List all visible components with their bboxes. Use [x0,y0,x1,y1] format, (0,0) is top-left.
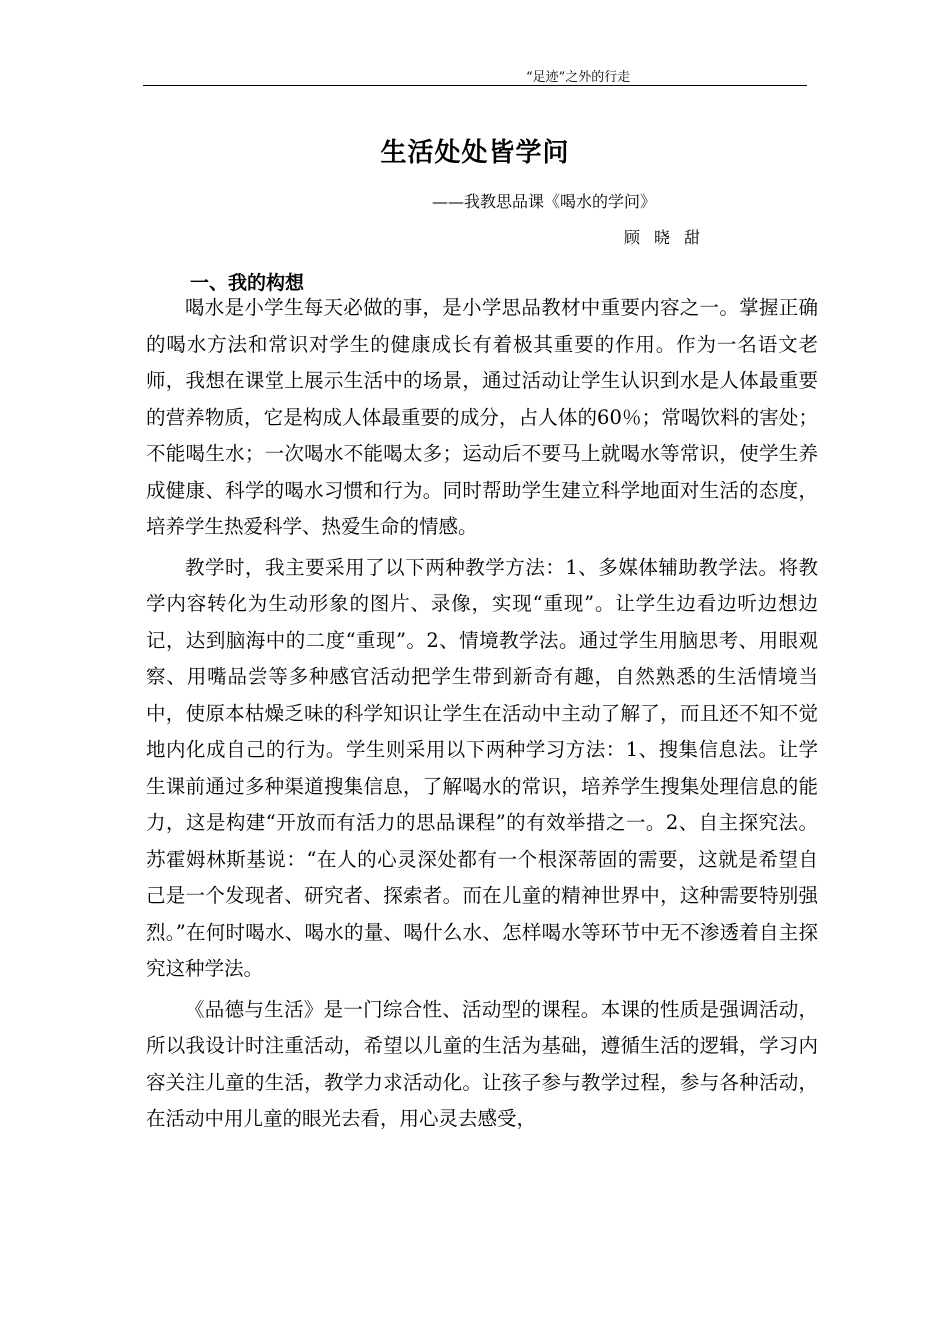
running-header: “足迹”之外的行走 [526,70,631,85]
article-title: 生活处处皆学问 [380,138,570,168]
header-divider [143,85,807,86]
body-paragraph: 《品德与生活》是一门综合性、活动型的课程。本课的性质是强调活动，所以我设计时注重活动，希望以儿童的生活为基础，遵循生活的逻辑，学习内容关注儿童的生活，教学力求活动化。让孩子参与教学过程，参与各种活动，在活动中用儿童的眼光去看，用心灵去感受， [146,997,818,1130]
body-paragraph: 教学时，我主要采用了以下两种教学方法：1、多媒体辅助教学法。将教学内容转化为生动形象的图片、录像，实现“重现”。让学生边看边听边想边记，达到脑海中的二度“重现”。2、情境教学法。通过学生用脑思考、用眼观察、用嘴品尝等多种感官活动把学生带到新奇有趣，自然熟悉的生活情境当中，使原本枯燥乏味的科学知识让学生在活动中主动了解了，而且还不知不觉地内化成自己的行为。学生则采用以下两种学习方法：1、搜集信息法。让学生课前通过多种渠道搜集信息，了解喝水的常识，培养学生搜集处理信息的能力，这是构建“开放而有活力的思品课程”的有效举措之一。2、自主探究法。苏霍姆林斯基说：“在人的心灵深处都有一个根深蒂固的需要，这就是希望自己是一个发现者、研究者、探索者。而在儿童的精神世界中，这种需要特别强烈。”在何时喝水、喝水的量、喝什么水、怎样喝水等环节中无不渗透着自主探究这种学法。 [146,555,818,980]
article-author: 顾晓甜 [624,228,715,247]
article-body [146,290,818,1138]
body-paragraph: 喝水是小学生每天必做的事，是小学思品教材中重要内容之一。掌握正确的喝水方法和常识对学生的健康成长有着极其重要的作用。作为一名语文老师，我想在课堂上展示生活中的场景，通过活动让学生认识到水是人体最重要的营养物质，它是构成人体最重要的成分，占人体的60％；常喝饮料的害处；不能喝生水；一次喝水不能喝太多；运动后不要马上就喝水等常识，使学生养成健康、科学的喝水习惯和行为。同时帮助学生建立科学地面对生活的态度，培养学生热爱科学、热爱生命的情感。 [146,296,818,538]
section-heading: 一、我的构想 [190,272,305,294]
article-subtitle: ——我教思品课《喝水的学问》 [432,192,657,211]
